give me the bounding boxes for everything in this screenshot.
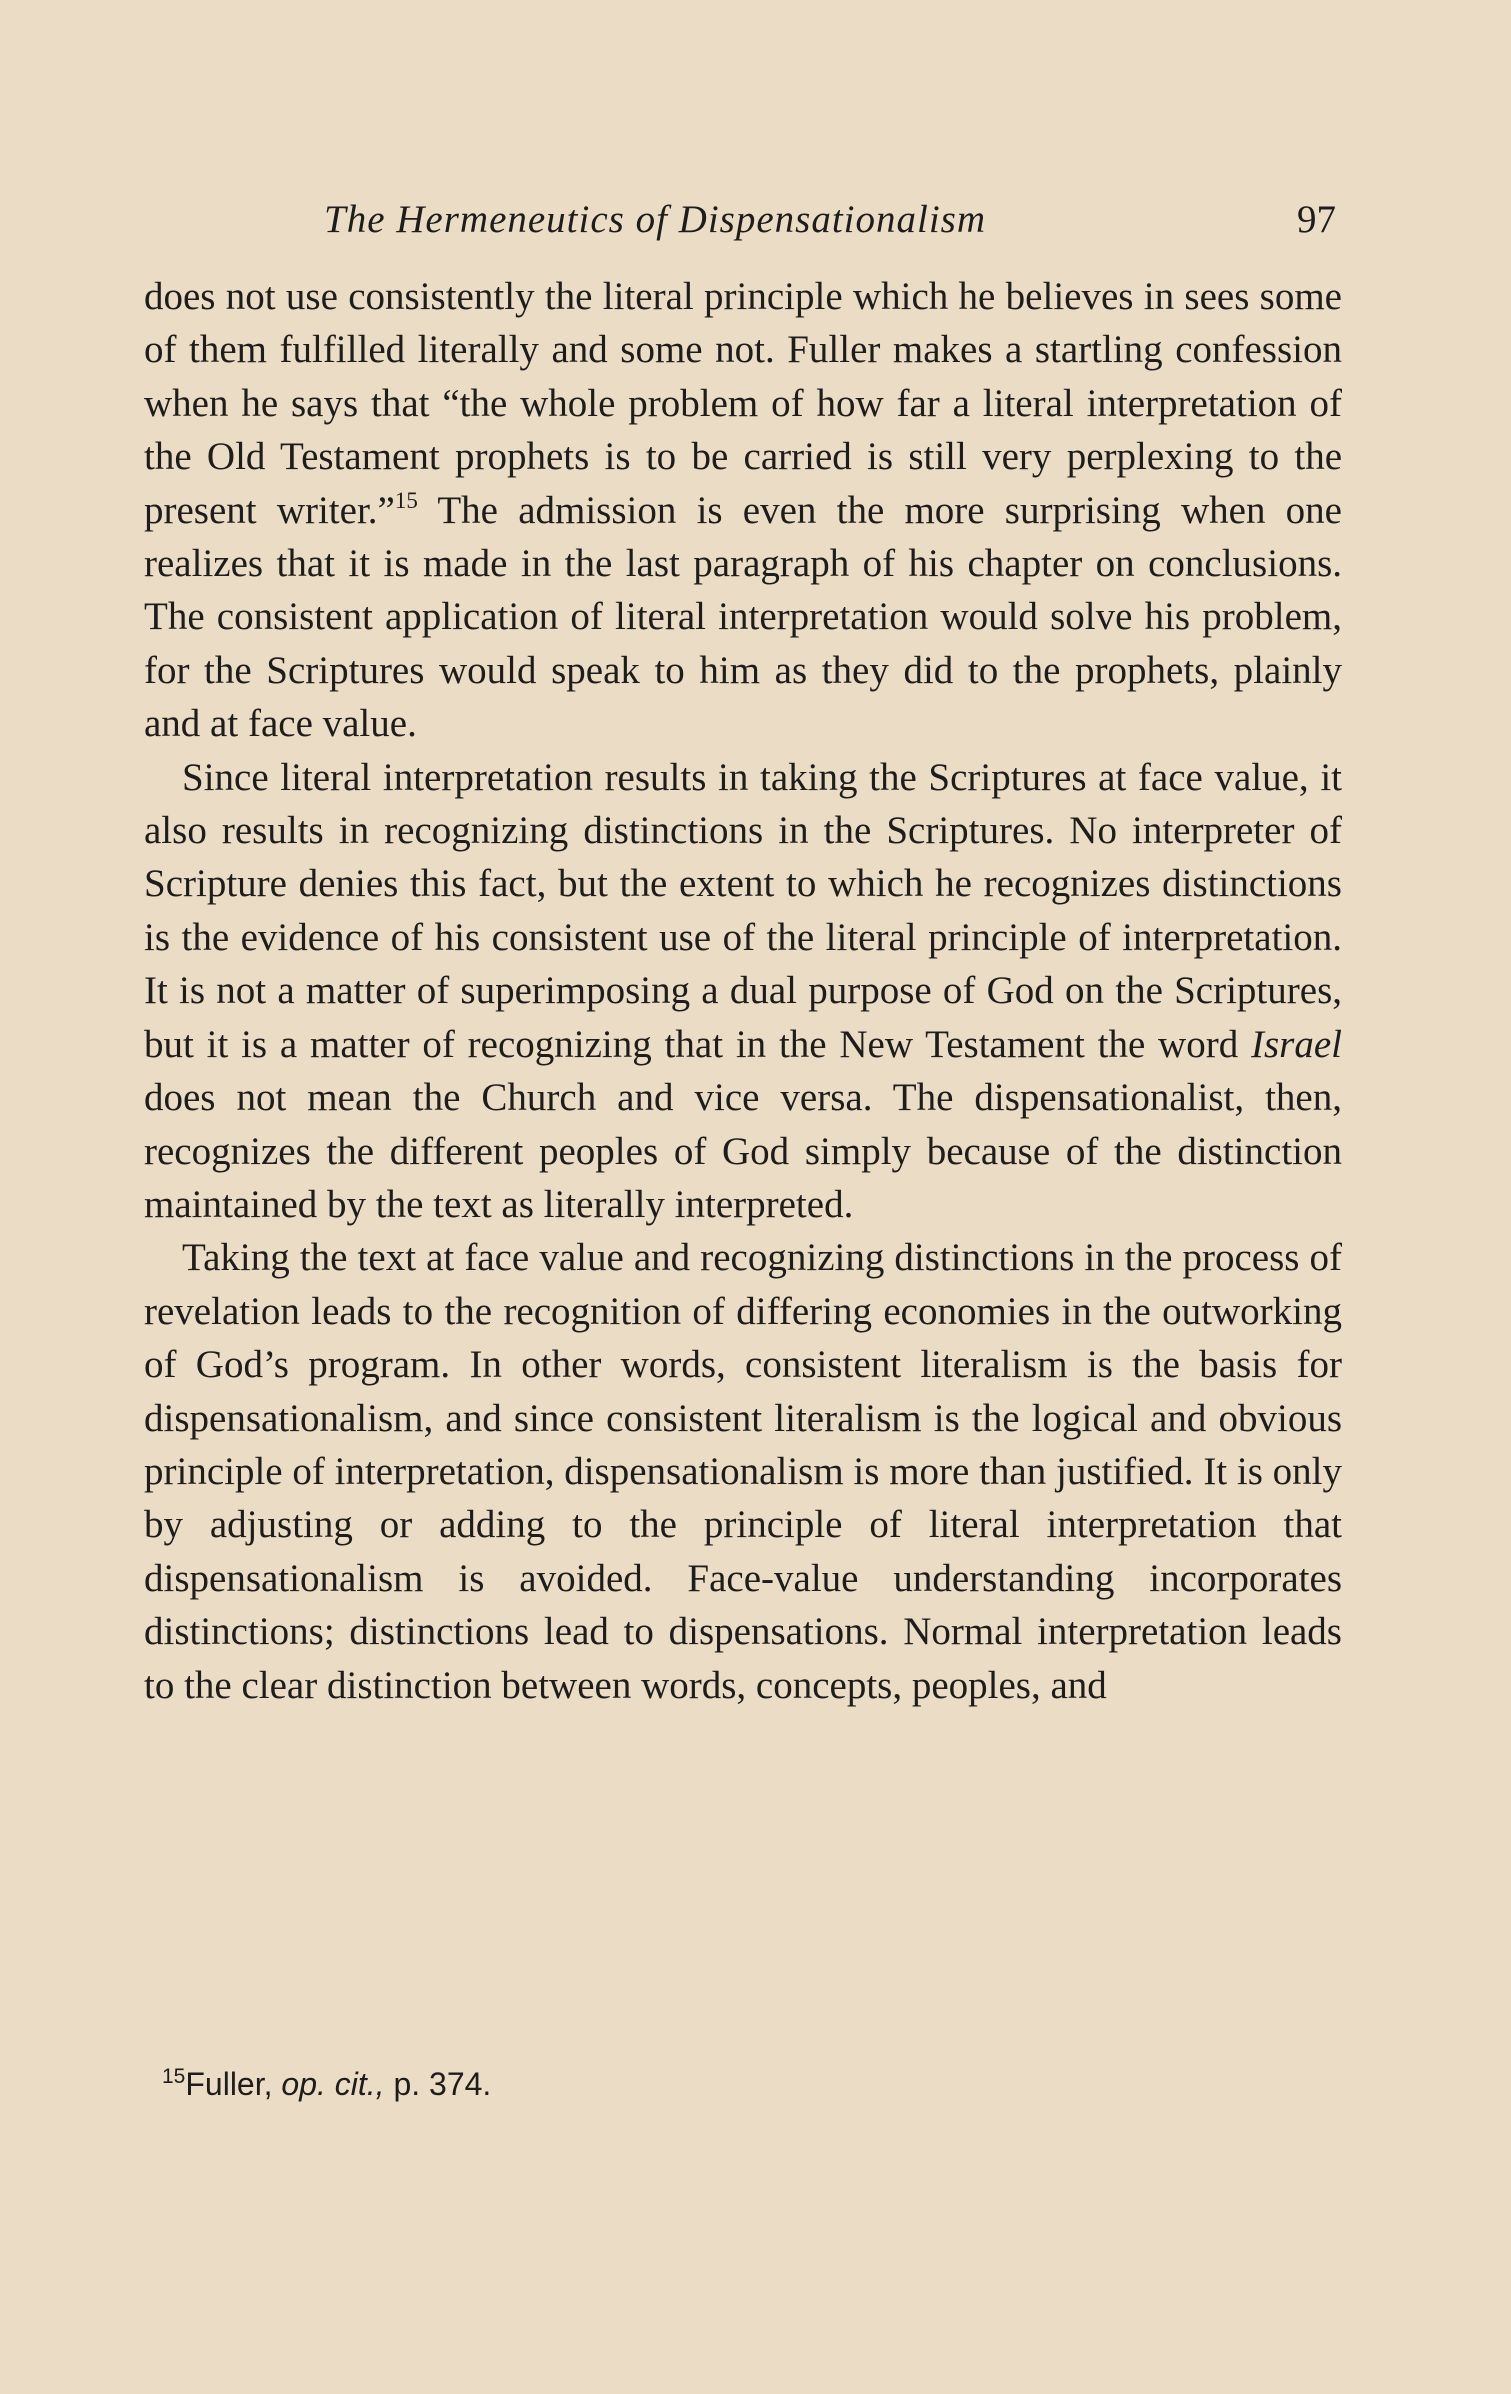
paragraph-2-text-b: does not mean the Church and vice versa. The dispensationalist, then, recognizes the different peoples of God simply because of the distinction maintained by the text as literally interpreted. (144, 1076, 1342, 1226)
footnote-author: Fuller, (185, 2066, 282, 2102)
paragraph-1-text-b: The admission is even the more surprising when one realizes that it is made in the last paragraph of his chapter on conclusions. The consistent application of literal interpretation would solve his problem, for the Scriptures would speak to him as they did to the prophets, plainly and at face value. (144, 488, 1342, 746)
footnote-number: 15 (162, 2065, 186, 2088)
running-header (144, 190, 1342, 250)
footnote-reference: 15 (394, 487, 418, 513)
paragraph-2-text-a: Since literal interpretation results in taking the Scriptures at face value, it also results in recognizing distinctions in the Scriptures. No interpreter of Scripture denies this fact, but the extent to which he recognizes distinctions is the evidence of his consistent use of the literal principle of interpretation. It is not a matter of superimposing a dual purpose of God on the Scriptures, but it is a matter of recognizing that in the New Testament the word (144, 755, 1342, 1066)
paragraph-3 (144, 1231, 1342, 1712)
running-title: The Hermeneutics of Dispensationalism (324, 198, 987, 241)
footnote (162, 2062, 491, 2106)
footnote-op-cit: op. cit., (281, 2066, 385, 2102)
body-text (144, 270, 1342, 1712)
footnote-page: p. 374. (384, 2066, 492, 2102)
page-number: 97 (1297, 198, 1336, 241)
paragraph-1-text-a: does not use consistently the literal principle which he believes in sees some of them fulfilled literally and some not. Fuller makes a startling confession when he says that “the whole problem of how far a literal interpretation of the Old Testament prophets is to be carried is still very perplexing to the present writer.” (144, 275, 1342, 532)
paragraph-3-text: Taking the text at face value and recognizing distinctions in the process of revelation leads to the recognition of differing economies in the outworking of God’s program. In other words, consistent literalism is the basis for dispensationalism, and since consistent literalism is the logical and obvious principle of interpretation, dispensationalism is more than justified. It is only by adjusting or adding to the principle of literal interpretation that dispensationalism is avoided. Face-value understanding incorporates distinctions; distinctions lead to dispensations. Normal interpretation leads to the clear distinction between words, concepts, peoples, and (144, 1236, 1342, 1707)
emphasized-word: Israel (1251, 1022, 1342, 1066)
paragraph-2 (144, 751, 1342, 1232)
paragraph-1 (144, 270, 1342, 751)
